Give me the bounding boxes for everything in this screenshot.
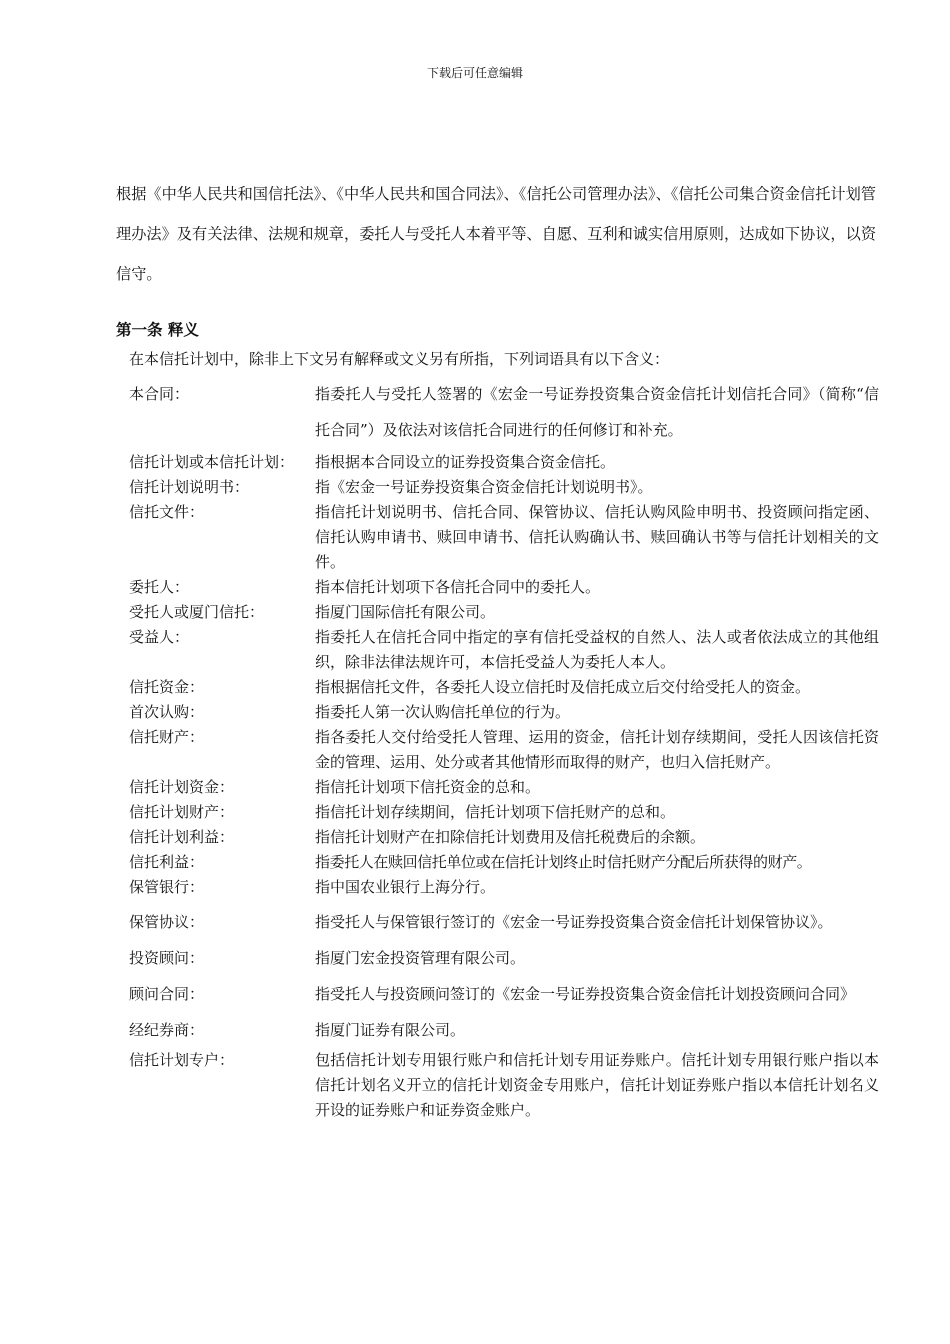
definition-row (129, 825, 879, 850)
definition-row (129, 625, 879, 675)
definition-row (129, 500, 879, 575)
definition-desc: 指各委托人交付给受托人管理、运用的资金，信托计划存续期间，受托人因该信托资金的管理、运用、处分或者其他情形而取得的财产，也归入信托财产。 (315, 728, 879, 771)
definition-term: 保管银行： (129, 878, 205, 896)
definition-desc: 指厦门国际信托有限公司。 (315, 603, 496, 621)
definition-term: 信托利益： (129, 853, 205, 871)
definition-row (129, 940, 879, 976)
definition-row (129, 800, 879, 825)
definition-desc: 指根据本合同设立的证券投资集合资金信托。 (315, 453, 616, 471)
definition-term: 信托计划专户： (129, 1051, 235, 1069)
definition-desc: 指委托人与受托人签署的《宏金一号证券投资集合资金信托计划信托合同》（简称“信托合同”）及依法对该信托合同进行的任何修订和补充。 (315, 385, 879, 439)
definition-row (129, 850, 879, 875)
definition-term: 经纪券商： (129, 1021, 205, 1039)
section-title: 第一条 释义 (116, 321, 199, 339)
definition-desc: 指中国农业银行上海分行。 (315, 878, 496, 896)
definition-row (129, 675, 879, 700)
definition-term: 首次认购： (129, 703, 205, 721)
definition-term: 信托计划财产： (129, 803, 235, 821)
definitions-lead: 在本信托计划中，除非上下文另有解释或文义另有所指，下列词语具有以下含义： (129, 350, 670, 368)
definition-desc: 指受托人与保管银行签订的《宏金一号证券投资集合资金信托计划保管协议》。 (315, 913, 833, 931)
definition-desc: 指信托计划项下信托资金的总和。 (315, 778, 541, 796)
definition-term: 受益人： (129, 628, 190, 646)
definition-row (129, 575, 879, 600)
definition-desc: 指委托人在赎回信托单位或在信托计划终止时信托财产分配后所获得的财产。 (315, 853, 812, 871)
definition-term: 投资顾问： (129, 949, 205, 967)
definition-term: 信托计划利益： (129, 828, 235, 846)
definition-term: 信托计划说明书： (129, 478, 250, 496)
definition-term: 委托人： (129, 578, 190, 596)
definition-desc: 指委托人在信托合同中指定的享有信托受益权的自然人、法人或者依法成立的其他组织，除非法律法规许可，本信托受益人为委托人本人。 (315, 628, 879, 671)
definition-term: 保管协议： (129, 913, 205, 931)
definition-row (129, 1048, 879, 1123)
definition-term: 信托计划或本信托计划： (129, 453, 295, 471)
definition-row (129, 475, 879, 500)
definition-term: 本合同： (129, 385, 190, 403)
definition-desc: 指信托计划说明书、信托合同、保管协议、信托认购风险申明书、投资顾问指定函、信托认购申请书、赎回申请书、信托认购确认书、赎回确认书等与信托计划相关的文件。 (315, 503, 879, 571)
definition-desc: 指受托人与投资顾问签订的《宏金一号证券投资集合资金信托计划投资顾问合同》 (315, 985, 856, 1003)
definition-desc: 指委托人第一次认购信托单位的行为。 (315, 703, 571, 721)
definition-desc: 指根据信托文件，各委托人设立信托时及信托成立后交付给受托人的资金。 (315, 678, 811, 696)
definition-row (129, 1012, 879, 1048)
definition-term: 信托资金： (129, 678, 205, 696)
page-header-note: 下载后可任意编辑 (426, 66, 523, 80)
definition-row (129, 904, 879, 940)
definition-desc: 指本信托计划项下各信托合同中的委托人。 (315, 578, 601, 596)
definition-row (129, 450, 879, 475)
definition-term: 受托人或厦门信托： (129, 603, 265, 621)
definition-desc: 指厦门宏金投资管理有限公司。 (315, 949, 526, 967)
definition-term: 信托计划资金： (129, 778, 235, 796)
definition-row (129, 725, 879, 775)
definition-desc: 指厦门证券有限公司。 (315, 1021, 466, 1039)
definition-row (129, 700, 879, 725)
definition-row (129, 376, 879, 448)
intro-paragraph: 根据《中华人民共和国信托法》、《中华人民共和国合同法》、《信托公司管理办法》、《信托公司集合资金信托计划管理办法》及有关法律、法规和规章，委托人与受托人本着平等、自愿、互利和诚实信用原则，达成如下协议，以资信守。 (116, 185, 876, 283)
definition-desc: 包括信托计划专用银行账户和信托计划专用证券账户。信托计划专用银行账户指以本信托计划名义开立的信托计划资金专用账户，信托计划证券账户指以本信托计划名义开设的证券账户和证券资金账户。 (315, 1051, 879, 1119)
definition-term: 顾问合同： (129, 985, 205, 1003)
definition-term: 信托文件： (129, 503, 205, 521)
definition-row (129, 600, 879, 625)
definition-desc: 指信托计划存续期间，信托计划项下信托财产的总和。 (315, 803, 676, 821)
definition-desc: 指信托计划财产在扣除信托计划费用及信托税费后的余额。 (315, 828, 706, 846)
definition-row (129, 875, 879, 900)
definition-desc: 指《宏金一号证券投资集合资金信托计划说明书》。 (315, 478, 653, 496)
definition-term: 信托财产： (129, 728, 205, 746)
definitions-list (129, 376, 879, 1123)
definition-row (129, 775, 879, 800)
definition-row (129, 976, 879, 1012)
